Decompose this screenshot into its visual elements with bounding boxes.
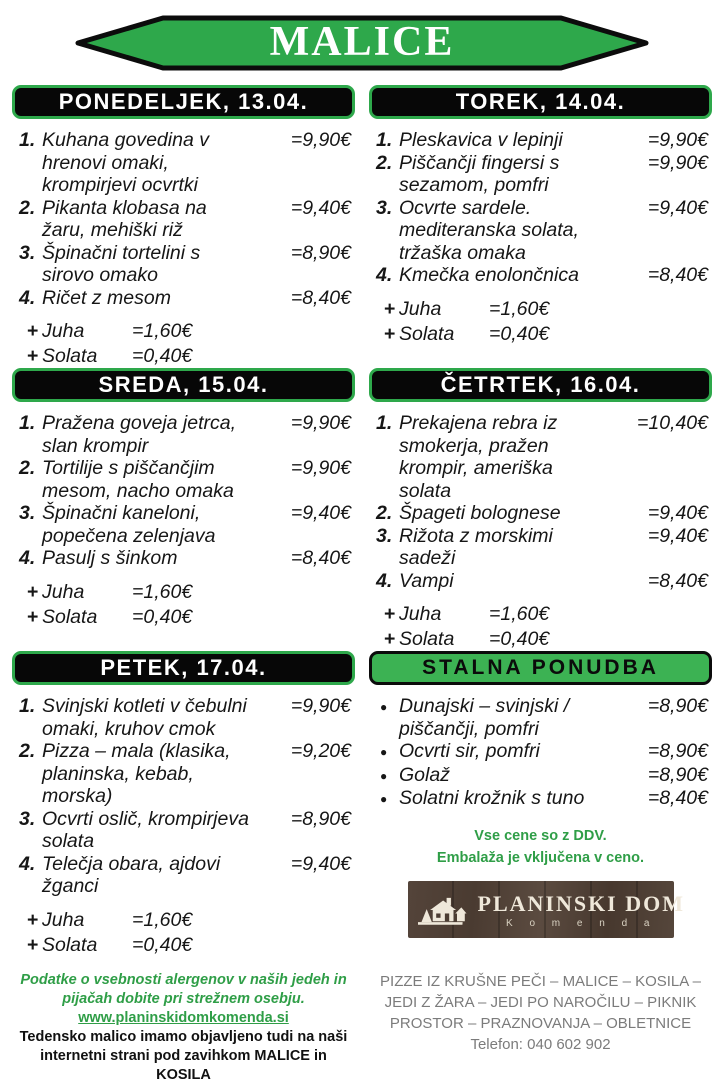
menu-item [369, 787, 712, 811]
item-price: =8,90€ [647, 740, 708, 762]
item-text: Prekajena rebra iz smokerja, pražen krompir, ameriška solata [399, 412, 558, 502]
item-marker: 2. [19, 740, 36, 762]
section-header-ponedeljek: PONEDELJEK, 13.04. [12, 85, 355, 119]
item-price: =8,40€ [647, 787, 708, 809]
plus-marker: + [27, 320, 39, 342]
note-packaging: Embalaža je vključena v ceno. [436, 849, 645, 866]
item-price: =9,90€ [647, 151, 708, 174]
item-list-sreda [12, 412, 355, 570]
menu-item [12, 853, 355, 898]
extra-label: Solata [42, 605, 98, 628]
extra-row [12, 345, 355, 368]
item-text: Ocvrti oslič, krompirjeva solata [42, 807, 249, 852]
website-link[interactable]: www.planinskidomkomenda.si [78, 1009, 289, 1026]
plus-marker: + [27, 605, 39, 628]
extras-cetrtek [369, 603, 712, 651]
extra-label: Juha [42, 320, 85, 342]
item-price: =9,40€ [290, 196, 351, 219]
section-header-torek: TOREK, 14.04. [369, 85, 712, 119]
item-price: =9,20€ [290, 740, 351, 762]
item-price: =9,40€ [647, 196, 708, 219]
item-text: Pikanta klobasa na žaru, mehiški riž [42, 196, 207, 241]
item-list-ponedeljek [12, 129, 355, 309]
extra-label: Solata [42, 933, 98, 956]
item-text: Špinačni tortelini s sirovo omako [42, 241, 201, 286]
item-text: Ocvrte sardele. mediteranska solata, tržaška omaka [399, 196, 579, 264]
item-marker: 2. [376, 502, 393, 524]
menu-item [12, 129, 355, 197]
extra-price: =1,60€ [489, 297, 550, 320]
item-marker: 1. [19, 412, 36, 434]
menu-item [12, 287, 355, 310]
item-text: Špageti bolognese [399, 502, 561, 524]
logo-text [478, 891, 686, 929]
item-text: Pizza – mala (klasika, planinska, kebab, morska) [42, 740, 231, 807]
section-ponedeljek [12, 85, 355, 368]
item-price: =8,90€ [290, 807, 351, 830]
item-list-torek [369, 129, 712, 287]
extra-row [369, 603, 712, 626]
cabin-icon [418, 890, 470, 930]
section-stalna-ponudba [369, 651, 712, 938]
plus-marker: + [27, 580, 39, 603]
extra-price: =0,40€ [132, 605, 193, 628]
logo-subtitle: K o m e n d a [506, 917, 657, 929]
item-marker: ● [380, 768, 388, 783]
extra-label: Juha [399, 603, 442, 625]
item-marker: ● [380, 700, 388, 714]
item-text: Vampi [399, 569, 454, 592]
item-price: =8,40€ [647, 569, 708, 592]
item-marker: 3. [376, 196, 393, 219]
item-marker: 3. [19, 807, 36, 830]
item-marker: 3. [376, 524, 393, 547]
item-marker: 4. [19, 547, 36, 569]
plus-marker: + [384, 628, 396, 650]
item-marker: ● [380, 792, 388, 806]
extra-row [12, 934, 355, 957]
extras-sreda [12, 581, 355, 629]
item-list-petek [12, 695, 355, 898]
section-header-stalna-ponudba: STALNA PONUDBA [369, 651, 712, 685]
item-price: =9,90€ [290, 695, 351, 717]
extra-price: =1,60€ [132, 320, 193, 342]
extra-price: =1,60€ [132, 580, 193, 603]
menu-item [369, 197, 712, 265]
extra-label: Juha [42, 908, 85, 931]
item-price: =9,40€ [290, 852, 351, 875]
item-marker: 4. [376, 569, 393, 592]
item-text: Kmečka enolončnica [399, 264, 579, 286]
restaurant-logo [408, 881, 686, 938]
section-cetrtek [369, 368, 712, 651]
menu-grid [0, 85, 724, 957]
logo-name: PLANINSKI DOM [477, 890, 686, 916]
item-marker: 1. [19, 695, 36, 717]
menu-item [369, 264, 712, 287]
item-marker: 1. [19, 129, 36, 151]
item-text: Telečja obara, ajdovi žganci [42, 852, 221, 897]
menu-item [12, 242, 355, 287]
menu-item [12, 197, 355, 242]
menu-item [369, 570, 712, 593]
price-notes [369, 825, 712, 870]
note-vat: Vse cene so z DDV. [474, 827, 607, 844]
item-marker: 4. [19, 286, 36, 309]
extra-price: =0,40€ [489, 628, 550, 650]
phone-number: Telefon: 040 602 902 [470, 1035, 611, 1053]
extra-price: =0,40€ [132, 345, 193, 367]
item-price: =8,90€ [647, 695, 708, 717]
menu-item [12, 457, 355, 502]
item-marker: 2. [19, 196, 36, 219]
menu-item [12, 412, 355, 457]
plus-marker: + [384, 297, 396, 320]
title-banner [73, 14, 651, 72]
item-text: Golaž [399, 763, 450, 786]
extra-row [369, 628, 712, 651]
item-price: =8,40€ [290, 286, 351, 309]
item-price: =8,90€ [647, 763, 708, 786]
item-price: =9,40€ [647, 524, 708, 547]
extra-row [12, 909, 355, 932]
item-marker: 2. [19, 457, 36, 479]
item-marker: 2. [376, 151, 393, 174]
weekly-note: Tedensko malico imamo objavljeno tudi na naši internetni strani pod zavihkom MALICE in KOSILA [19, 1028, 348, 1083]
item-marker: 3. [19, 241, 36, 264]
item-price: =9,90€ [290, 412, 351, 434]
extra-row [12, 581, 355, 604]
item-marker: 4. [19, 852, 36, 875]
item-price: =9,90€ [647, 129, 708, 151]
item-marker: 1. [376, 129, 393, 151]
section-petek [12, 651, 355, 957]
item-marker: 3. [19, 502, 36, 524]
item-price: =10,40€ [636, 412, 708, 434]
plus-marker: + [27, 908, 39, 931]
item-text: Pasulj s šinkom [42, 547, 178, 569]
menu-item [12, 740, 355, 808]
menu-item [12, 502, 355, 547]
extra-price: =0,40€ [489, 322, 550, 345]
item-text: Pleskavica v lepinji [399, 129, 563, 151]
item-text: Rižota z morskimi sadeži [399, 524, 553, 569]
extra-price: =1,60€ [489, 603, 550, 625]
section-sreda [12, 368, 355, 630]
item-text: Pražena goveja jetrca, slan krompir [42, 412, 237, 457]
section-header-cetrtek: ČETRTEK, 16.04. [369, 368, 712, 402]
menu-item [369, 764, 712, 788]
item-price: =9,90€ [290, 129, 351, 151]
item-text: Ocvrti sir, pomfri [399, 740, 540, 762]
services-list: PIZZE IZ KRUŠNE PEČI – MALICE – KOSILA – JEDI Z ŽARA – JEDI PO NAROČILU – PIKNIK PROSTOR – PRAZNOVANJA – OBLETNICE [380, 972, 701, 1032]
item-text: Dunajski – svinjski / piščančji, pomfri [399, 695, 570, 740]
item-list-cetrtek [369, 412, 712, 592]
item-text: Solatni krožnik s tuno [399, 787, 585, 809]
menu-item [369, 412, 712, 502]
section-header-sreda: SREDA, 15.04. [12, 368, 355, 402]
menu-item [369, 502, 712, 525]
menu-item [369, 129, 712, 152]
menu-item [12, 695, 355, 740]
extra-label: Solata [42, 345, 98, 367]
extra-row [12, 606, 355, 629]
item-text: Kuhana govedina v hrenovi omaki, krompirjevi ocvrtki [42, 129, 209, 196]
item-text: Ričet z mesom [42, 286, 171, 309]
item-price: =8,90€ [290, 241, 351, 264]
allergen-text: Podatke o vsebnosti alergenov v naših jedeh in pijačah dobite pri strežnem osebju. [20, 971, 347, 1007]
item-text: Tortilije s piščančjim mesom, nacho omaka [42, 457, 234, 502]
menu-item [12, 808, 355, 853]
item-text: Piščančji fingersi s sezamom, pomfri [399, 151, 560, 196]
menu-item [369, 695, 712, 740]
extras-ponedeljek [12, 320, 355, 368]
item-marker: ● [380, 745, 388, 759]
extra-label: Juha [42, 580, 85, 603]
extras-torek [369, 298, 712, 346]
item-price: =8,40€ [647, 264, 708, 286]
menu-item [369, 152, 712, 197]
item-price: =9,40€ [290, 502, 351, 524]
footer-right [369, 971, 712, 1055]
item-marker: 1. [376, 412, 393, 434]
extra-row [369, 323, 712, 346]
page-title: MALICE [269, 19, 455, 65]
extra-label: Solata [399, 322, 455, 345]
item-price: =9,40€ [647, 502, 708, 524]
extra-row [12, 320, 355, 343]
extra-row [369, 298, 712, 321]
item-price: =9,90€ [290, 457, 351, 479]
extras-petek [12, 909, 355, 957]
footer [0, 971, 724, 1085]
item-list-stalna [369, 695, 712, 811]
extra-label: Juha [399, 297, 442, 320]
plus-marker: + [27, 345, 39, 367]
menu-item [369, 740, 712, 764]
section-header-petek: PETEK, 17.04. [12, 651, 355, 685]
extra-label: Solata [399, 628, 455, 650]
menu-item [12, 547, 355, 570]
allergen-note [12, 971, 355, 1028]
item-text: Špinačni kaneloni, popečena zelenjava [42, 502, 216, 547]
extra-price: =1,60€ [132, 908, 193, 931]
plus-marker: + [384, 322, 396, 345]
item-price: =8,40€ [290, 547, 351, 569]
plus-marker: + [27, 933, 39, 956]
footer-left [12, 971, 355, 1085]
item-text: Svinjski kotleti v čebulni omaki, kruhov cmok [42, 695, 247, 740]
plus-marker: + [384, 603, 396, 625]
section-torek [369, 85, 712, 362]
menu-item [369, 525, 712, 570]
item-marker: 4. [376, 264, 393, 286]
extra-price: =0,40€ [132, 933, 193, 956]
